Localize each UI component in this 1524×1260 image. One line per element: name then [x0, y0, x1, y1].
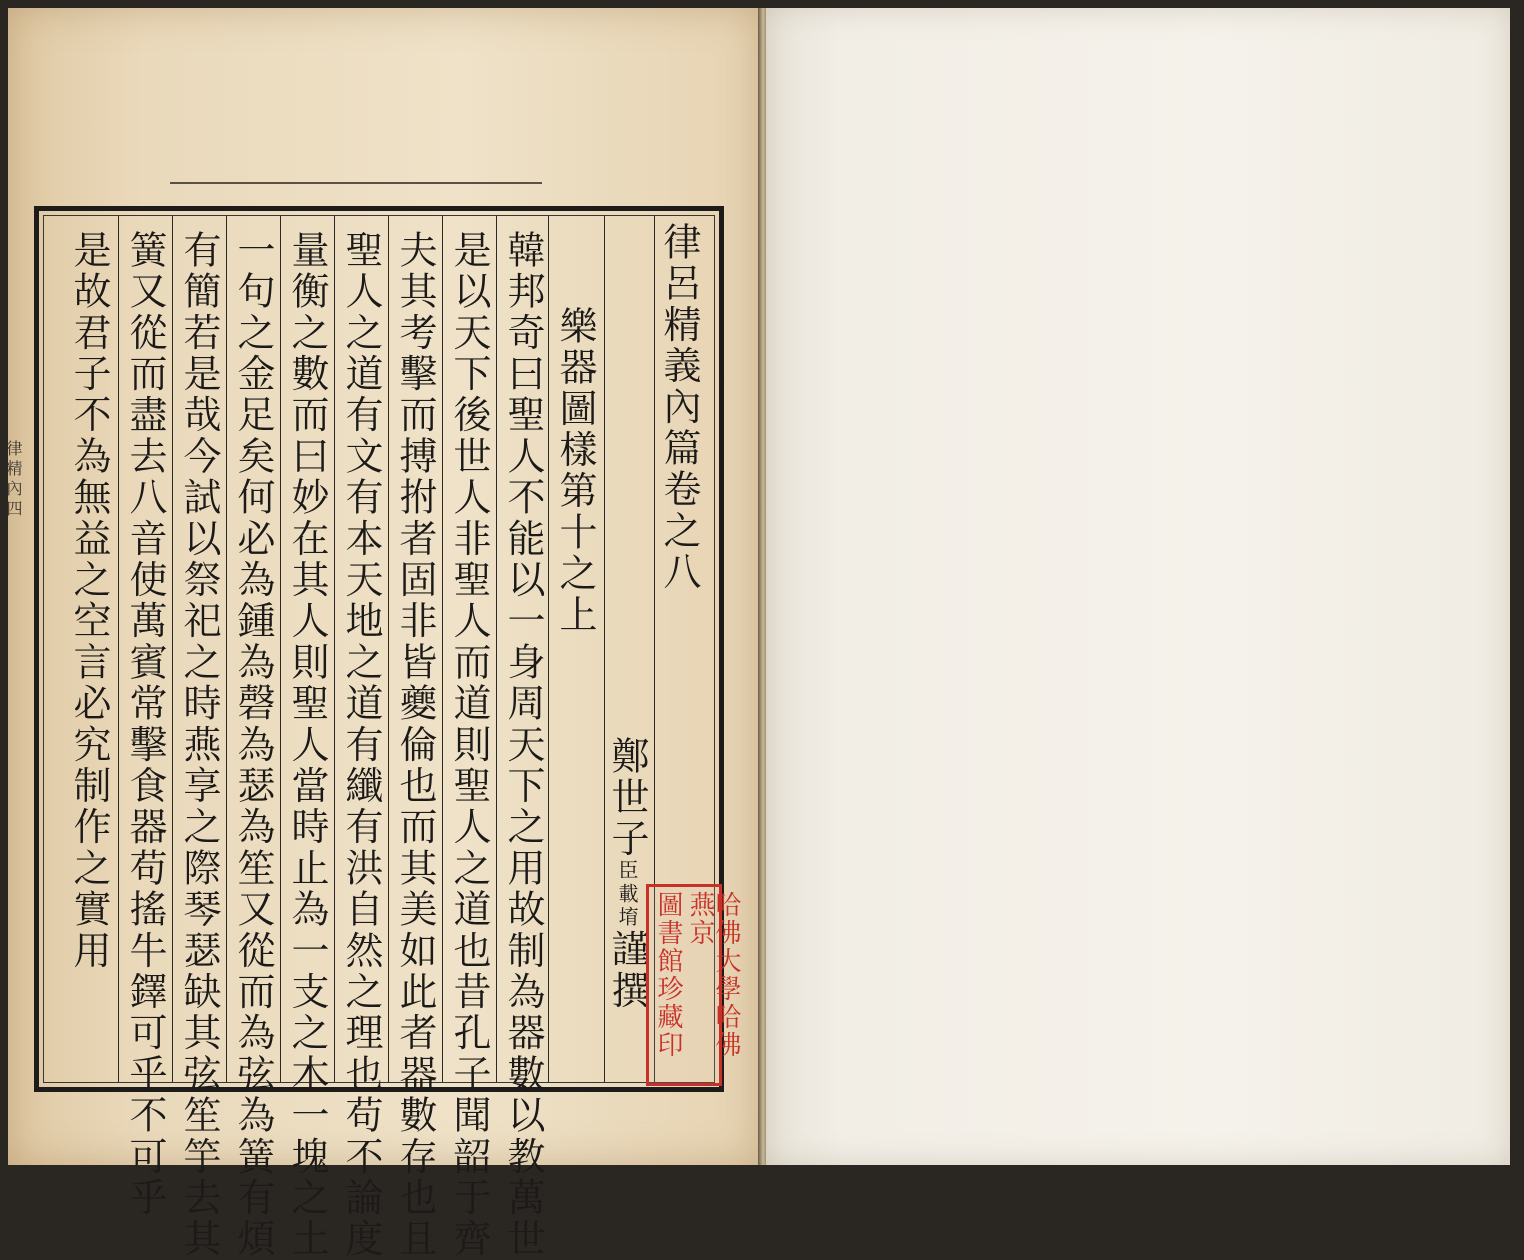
- top-rule: [170, 182, 542, 184]
- seal-text-right: 哈佛大學哈佛燕京: [685, 891, 741, 1059]
- column-rule: [172, 216, 173, 1082]
- text-column-8: 簧又從而盡去八音使萬賓常擊食器苟搖牛鐸可乎不可乎: [123, 230, 167, 1219]
- text-column-4: 聖人之道有文有本天地之道有纖有洪自然之理也苟不論度: [339, 230, 383, 1260]
- column-rule: [496, 216, 497, 1082]
- column-rule: [334, 216, 335, 1082]
- section-title: 樂器圖樣第十之上: [553, 306, 597, 636]
- author-line: [605, 736, 649, 1012]
- library-seal: [646, 884, 741, 1086]
- text-frame: [34, 206, 724, 1260]
- margin-note: 律精內四: [4, 440, 23, 520]
- volume-title: 律呂精義內篇卷之八: [657, 222, 701, 593]
- text-column-5: 量衡之數而曰妙在其人則聖人當時止為一支之木一塊之土: [285, 230, 329, 1260]
- author-end: 謹撰: [605, 929, 649, 1012]
- author-small-1: 臣: [615, 859, 639, 883]
- text-column-2: 是以天下後世人非聖人而道則聖人之道也昔孔子聞韶于齊: [447, 230, 491, 1260]
- text-column-7: 有簡若是哉今試以祭祀之時燕享之際琴瑟缺其弦笙竽去其: [177, 230, 221, 1260]
- text-column-1: 韓邦奇曰聖人不能以一身周天下之用故制為器數以教萬世: [501, 230, 545, 1260]
- author-small-2: 載堉: [615, 882, 639, 930]
- text-column-3: 夫其考擊而搏拊者固非皆夔倫也而其美如此者器數存也且: [393, 230, 437, 1260]
- text-column-9: 是故君子不為無益之空言必究制作之實用: [67, 230, 111, 972]
- column-rule: [280, 216, 281, 1082]
- column-rule: [118, 216, 119, 1082]
- column-rule: [226, 216, 227, 1082]
- column-rule: [442, 216, 443, 1082]
- column-rule: [388, 216, 389, 1082]
- right-page-blank: [766, 8, 1510, 1165]
- seal-text-left: 圖書館珍藏印: [653, 891, 683, 1059]
- text-column-6: 一句之金足矣何必為鍾為磬為瑟為笙又從而為弦為簧有煩: [231, 230, 275, 1260]
- column-rule: [548, 216, 549, 1082]
- text-frame-inner: [43, 215, 715, 1260]
- author-main: 鄭世子: [605, 736, 649, 860]
